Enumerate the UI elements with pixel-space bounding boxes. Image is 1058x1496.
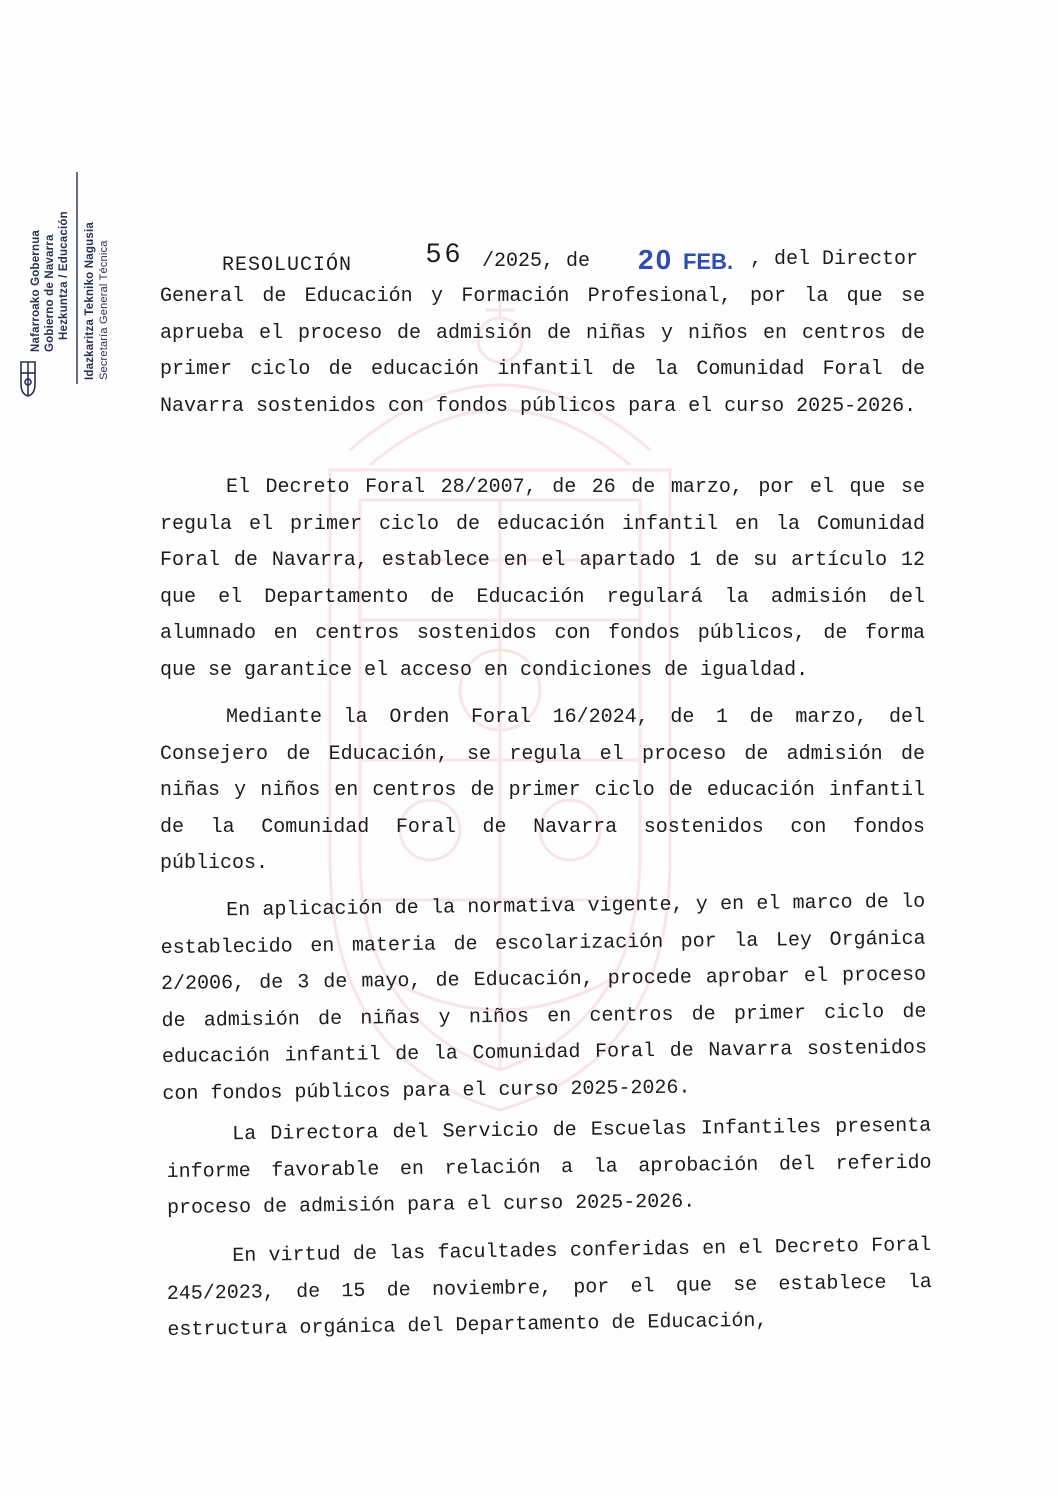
date-stamp xyxy=(638,244,733,276)
stamp-line-secretaria: Secretaría General Técnica xyxy=(98,240,110,380)
date-stamp-month: FEB. xyxy=(682,249,734,274)
navarra-shield-icon xyxy=(18,358,38,398)
body-paragraph-1: El Decreto Foral 28/2007, de 26 de marzo, por el que se regula el primer ciclo de educación infantil en la Comunidad Foral de Navarra, establece en el apartado 1 de su artículo 12 que el Departamento de Educación regulará la admisión del alumnado en centros sostenidos con fondos públicos, de forma que se garantice el acceso en condiciones de igualdad. xyxy=(160,476,925,682)
stamp-line-gobierno: Gobierno de Navarra xyxy=(44,234,56,352)
resolution-suffix: , del Director xyxy=(750,248,919,271)
government-side-stamp xyxy=(18,180,118,420)
stamp-divider xyxy=(76,172,78,384)
resolution-year: /2025, de xyxy=(482,250,591,273)
body-paragraph-4: La Directora del Servicio de Escuelas Infantiles presenta informe favorable en relación a la aprobación del referido proceso de admisión para el curso 2025-2026. xyxy=(166,1114,932,1220)
body-paragraph-2: Mediante la Orden Foral 16/2024, de 1 de marzo, del Consejero de Educación, se regula el proceso de admisión de niñas y niños en centros de primer ciclo de educación infantil de la Comunidad Foral de Navarra sostenidos con fondos públicos. xyxy=(160,706,925,875)
resolution-title: General de Educación y Formación Profesional, por la que se aprueba el proceso de admisión de niñas y niños en centros de primer ciclo de educación infantil de la Comunidad Foral de Navarra sostenidos con fondos públicos para el curso 2025-2026. xyxy=(160,285,925,418)
resolution-number: 56 xyxy=(426,238,465,268)
resolution-label: RESOLUCIÓN xyxy=(222,254,353,277)
resolution-heading xyxy=(220,236,925,276)
date-stamp-day: 20 xyxy=(638,244,674,275)
body-paragraph-5: En virtud de las facultades conferidas en el Decreto Foral 245/2023, de 15 de noviembre, por el que se establece la estructura orgánica del Departamento de Educación, xyxy=(166,1233,932,1342)
stamp-line-idazkaritza: Idazkaritza Tekniko Nagusia xyxy=(84,222,96,380)
stamp-line-nafarroako: Nafarroako Gobernua xyxy=(30,229,42,352)
stamp-line-hezkuntza: Hezkuntza / Educación xyxy=(58,211,70,340)
body-paragraph-3: En aplicación de la normativa vigente, y en el marco de lo establecido en materia de escolarización por la Ley Orgánica 2/2006, de 3 de mayo, de Educación, procede aprobar el proceso de admisión de niñas y niños en centros de primer ciclo de educación infantil de la Comunidad Foral de Navarra sostenidos con fondos públicos para el curso 2025-2026. xyxy=(160,890,928,1106)
